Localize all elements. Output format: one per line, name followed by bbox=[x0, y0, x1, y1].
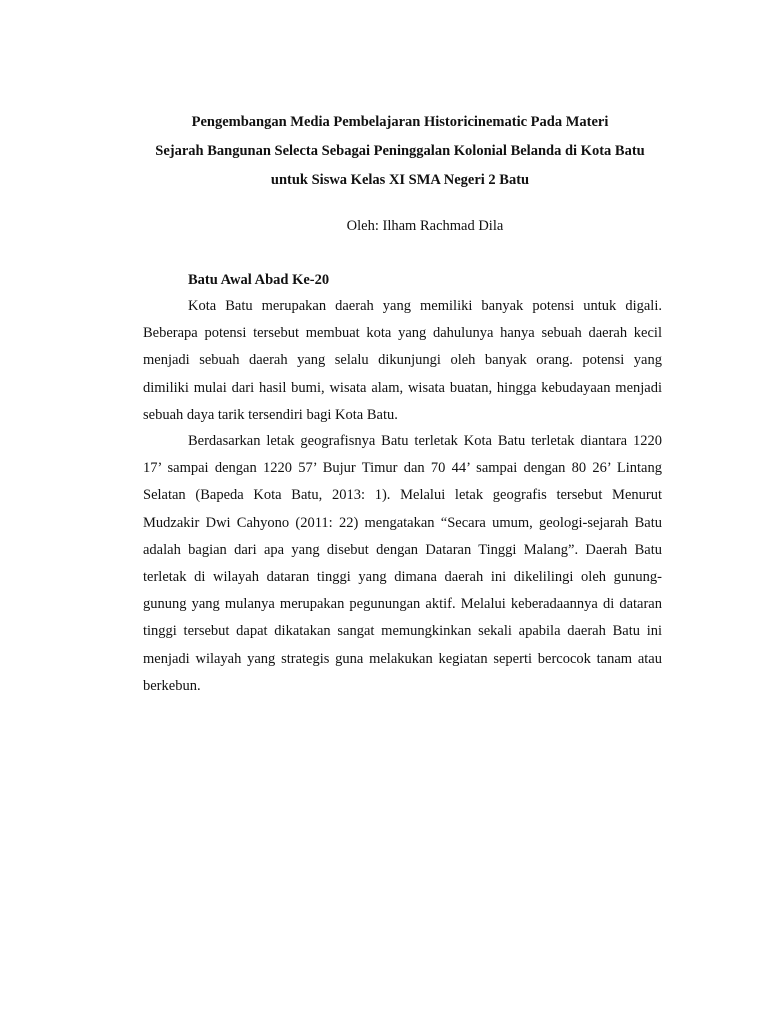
paragraph-1-line-4: dimiliki mulai dari hasil bumi, wisata alam, wisata buatan, hingga kebudayaan menjadi bbox=[143, 379, 662, 396]
author-byline: Oleh: Ilham Rachmad Dila bbox=[346, 218, 504, 234]
section-heading: Batu Awal Abad Ke-20 bbox=[188, 272, 330, 288]
paragraph-1-line-3: menjadi sebuah daerah yang selalu dikunjungi oleh banyak orang. potensi yang bbox=[143, 352, 662, 369]
paragraph-2-line-7: gunung yang mulanya merupakan pegunungan aktif. Melalui keberadaannya di dataran bbox=[143, 596, 662, 613]
paragraph-2-line-4: Mudzakir Dwi Cahyono (2011: 22) mengatakan “Secara umum, geologi-sejarah Batu bbox=[143, 514, 662, 531]
paragraph-2-line-6: terletak di wilayah dataran tinggi yang dimana daerah ini dikelilingi oleh gunung- bbox=[143, 568, 662, 585]
paragraph-1-line-2: Beberapa potensi tersebut membuat kota yang dahulunya hanya sebuah daerah kecil bbox=[143, 325, 662, 342]
title-line-1: Pengembangan Media Pembelajaran Historicinematic Pada Materi bbox=[191, 114, 609, 130]
paragraph-2 bbox=[143, 428, 662, 700]
paragraph-2-line-5: adalah bagian dari apa yang disebut dengan Dataran Tinggi Malang”. Daerah Batu bbox=[143, 541, 662, 558]
paragraph-2-line-2: 17’ sampai dengan 1220 57’ Bujur Timur dan 70 44’ sampai dengan 80 26’ Lintang bbox=[143, 460, 662, 477]
paragraph-1-line-1: Kota Batu merupakan daerah yang memiliki banyak potensi untuk digali. bbox=[188, 298, 662, 314]
paragraph-2-line-9: menjadi wilayah yang strategis guna melakukan kegiatan seperti bercocok tanam atau bbox=[143, 650, 662, 667]
paragraph-1-line-5: sebuah daya tarik tersendiri bagi Kota Batu. bbox=[143, 406, 398, 423]
paragraph-1 bbox=[143, 293, 662, 429]
paragraph-2-line-1: Berdasarkan letak geografisnya Batu terletak Kota Batu terletak diantara 1220 bbox=[188, 433, 662, 449]
paragraph-2-line-3: Selatan (Bapeda Kota Batu, 2013: 1). Melalui letak geografis tersebut Menurut bbox=[143, 487, 662, 504]
paragraph-2-line-10: berkebun. bbox=[143, 677, 201, 694]
paragraph-2-line-8: tinggi tersebut dapat dikatakan sangat memungkinkan sekali apabila daerah Batu ini bbox=[143, 623, 662, 640]
title-line-2: Sejarah Bangunan Selecta Sebagai Peninggalan Kolonial Belanda di Kota Batu bbox=[155, 143, 645, 159]
title-line-3: untuk Siswa Kelas XI SMA Negeri 2 Batu bbox=[270, 172, 530, 188]
document-title bbox=[130, 108, 670, 195]
